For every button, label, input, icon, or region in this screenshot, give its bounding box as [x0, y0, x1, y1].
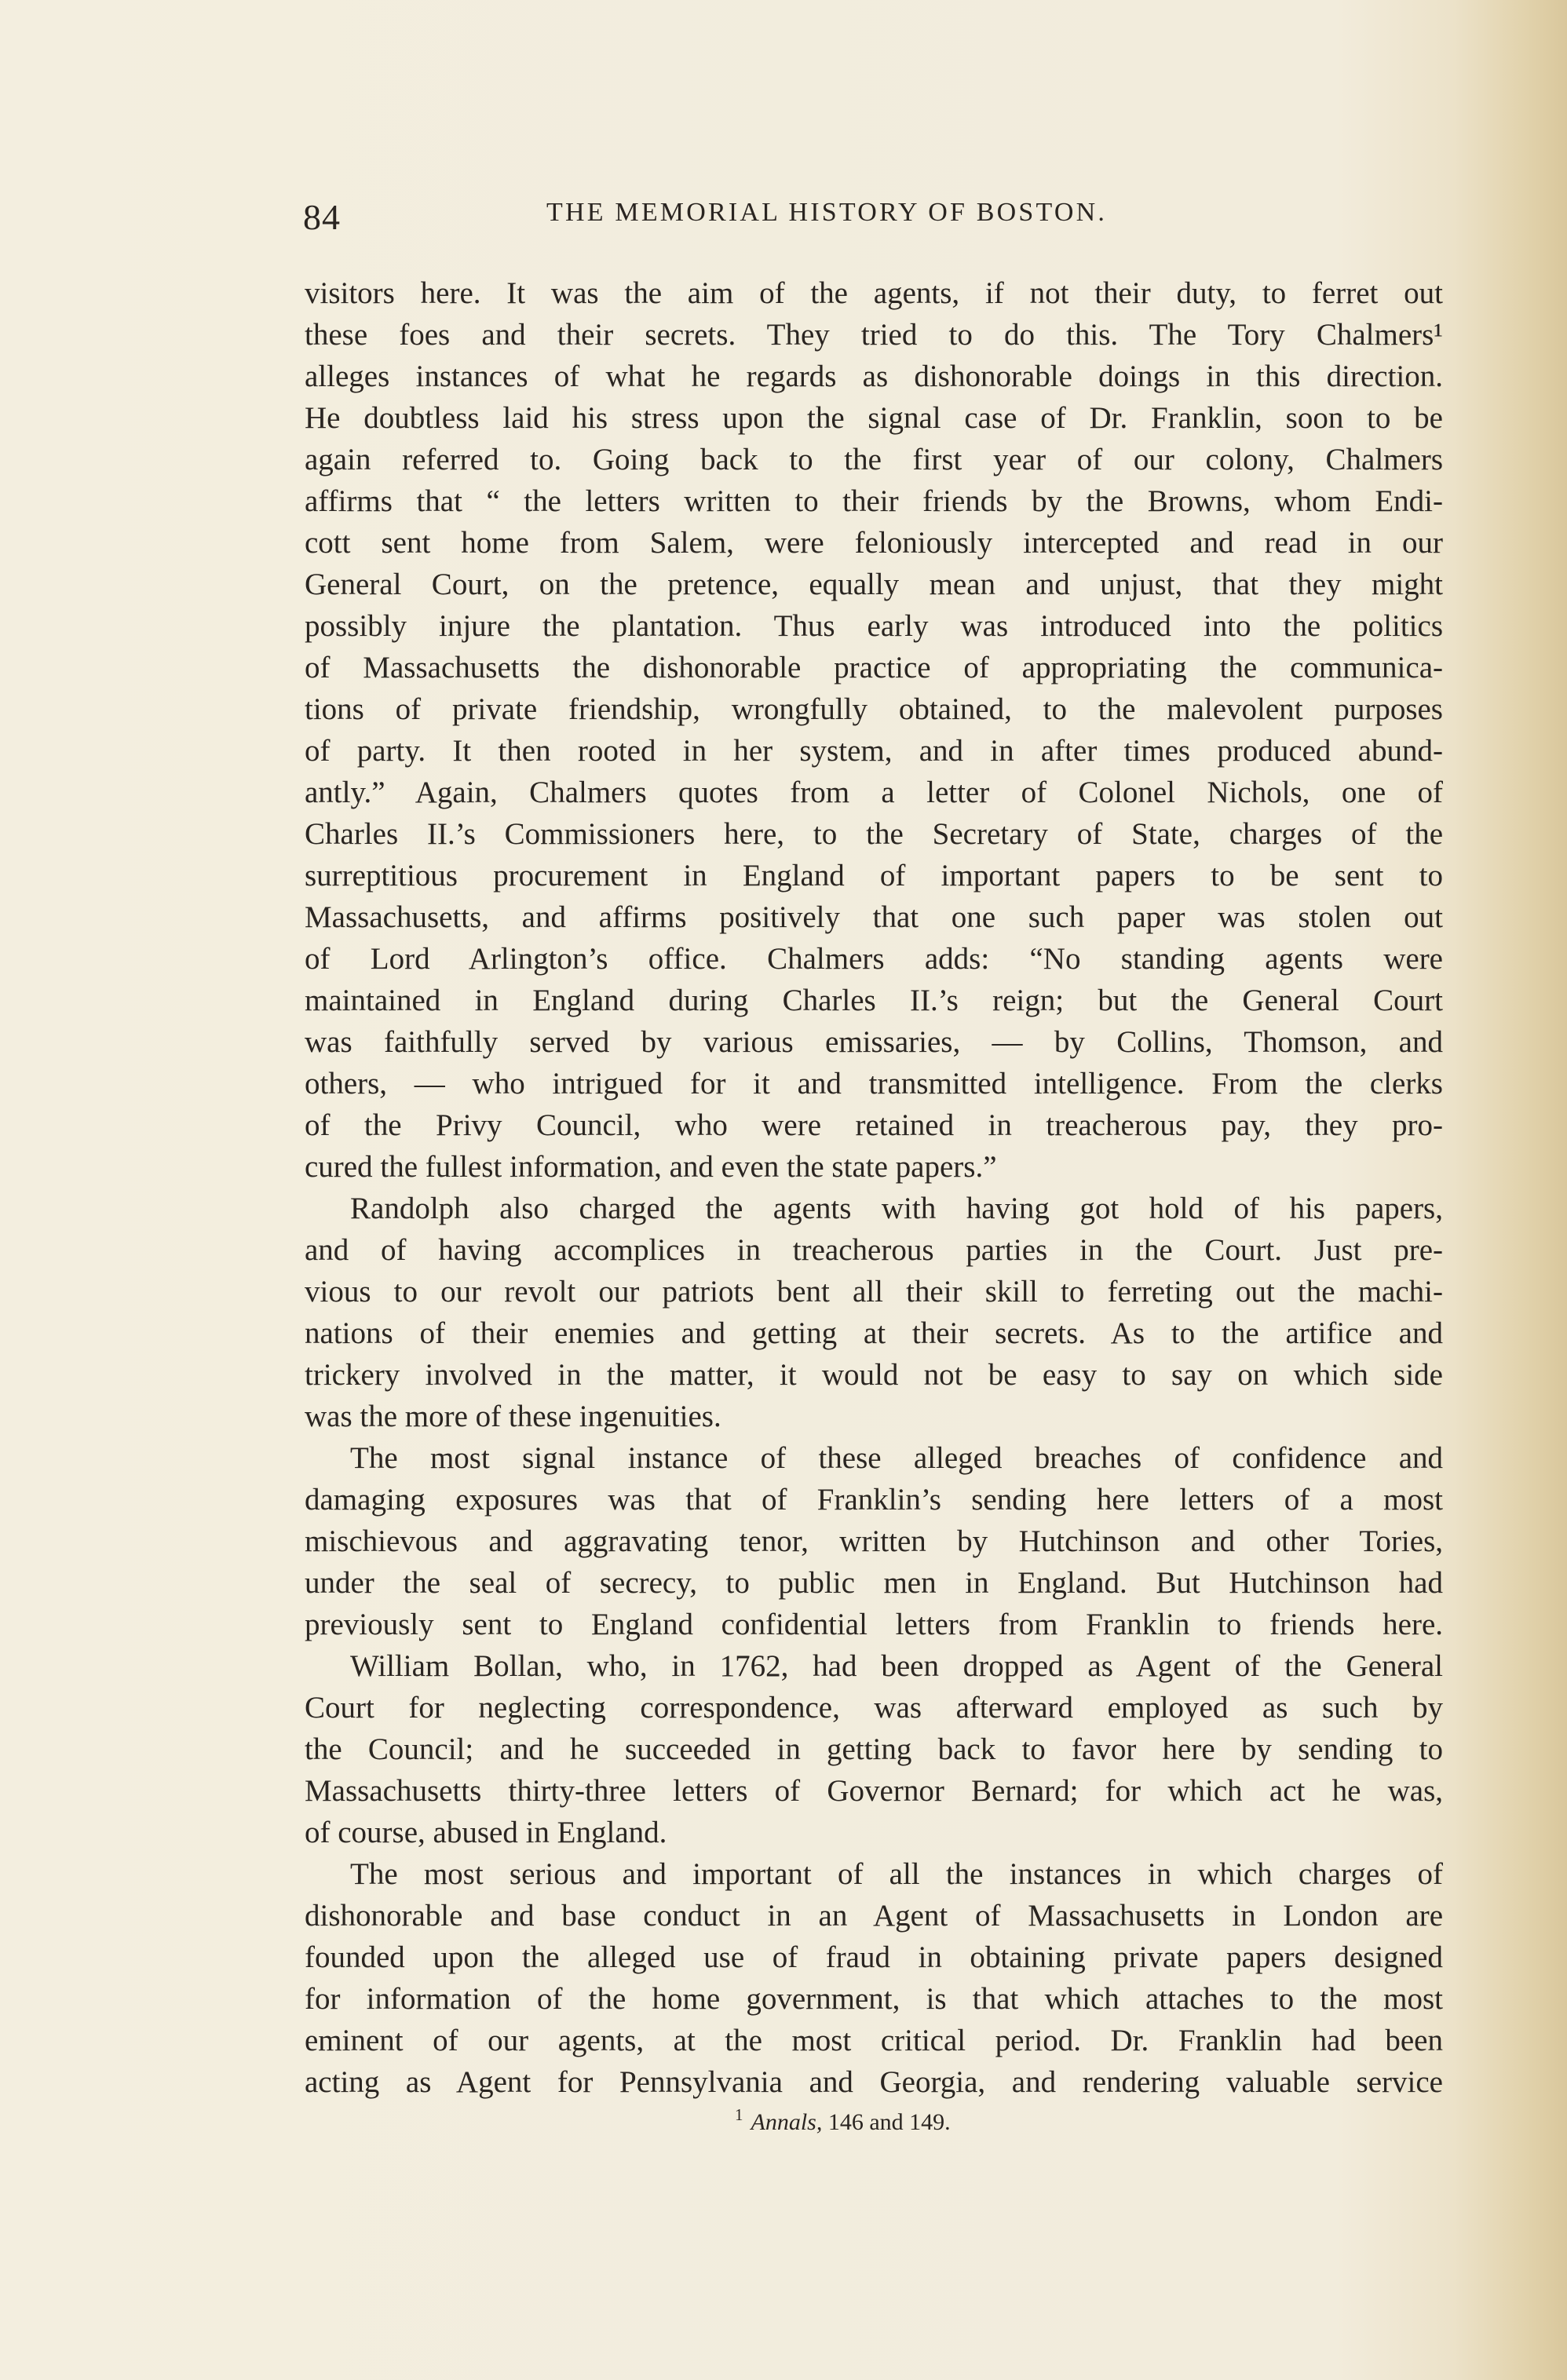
text-line: again referred to. Going back to the first year of our colony, Chalmers — [305, 443, 1443, 476]
running-head — [303, 188, 1441, 243]
text-line: was faithfully served by various emissaries, — by Collins, Thomson, and — [305, 1025, 1443, 1059]
text-line: founded upon the alleged use of fraud in obtaining private papers designed — [305, 1940, 1443, 1974]
footnote-pages: 146 and 149. — [827, 2109, 951, 2135]
text-line: affirms that “ the letters written to their friends by the Browns, whom Endi- — [305, 484, 1443, 518]
text-line: Massachusetts thirty-three letters of Governor Bernard; for which act he was, — [305, 1774, 1443, 1808]
text-line: The most serious and important of all the instances in which charges of — [350, 1857, 1443, 1891]
footnote-mark: 1 — [735, 2105, 743, 2124]
text-line: of Massachusetts the dishonorable practice of appropriating the communica- — [305, 651, 1443, 684]
text-line: previously sent to England confidential letters from Franklin to friends here. — [305, 1608, 1443, 1641]
text-line: vious to our revolt our patriots bent all their skill to ferreting out the machi- — [305, 1275, 1443, 1309]
text-line: the Council; and he succeeded in getting back to favor here by sending to — [305, 1732, 1443, 1766]
text-line: of the Privy Council, who were retained in treacherous pay, they pro- — [305, 1108, 1443, 1142]
text-line: Court for neglecting correspondence, was afterward employed as such by — [305, 1691, 1443, 1725]
text-line: and of having accomplices in treacherous parties in the Court. Just pre- — [305, 1233, 1443, 1267]
text-line: cured the fullest information, and even the state papers.” — [305, 1150, 997, 1184]
text-line: eminent of our agents, at the most critical period. Dr. Franklin had been — [305, 2024, 1443, 2057]
text-line: The most signal instance of these alleged breaches of confidence and — [350, 1441, 1443, 1475]
text-line: dishonorable and base conduct in an Agent of Massachusetts in London are — [305, 1899, 1443, 1933]
text-line: of party. It then rooted in her system, and in after times produced abund- — [305, 734, 1443, 768]
text-line: surreptitious procurement in England of important papers to be sent to — [305, 859, 1443, 892]
text-line: damaging exposures was that of Franklin’s sending here letters of a most — [305, 1483, 1443, 1517]
text-line: William Bollan, who, in 1762, had been dropped as Agent of the General — [350, 1649, 1443, 1683]
body-text — [305, 272, 1443, 2103]
text-line: He doubtless laid his stress upon the signal case of Dr. Franklin, soon to be — [305, 401, 1443, 435]
footnote — [735, 2105, 951, 2136]
text-line: possibly injure the plantation. Thus early was introduced into the politics — [305, 609, 1443, 643]
text-line: maintained in England during Charles II.’s reign; but the General Court — [305, 984, 1443, 1017]
text-line: cott sent home from Salem, were feloniously intercepted and read in our — [305, 526, 1443, 560]
text-line: tions of private friendship, wrongfully obtained, to the malevolent purposes — [305, 692, 1443, 726]
text-line: visitors here. It was the aim of the agents, if not their duty, to ferret out — [305, 276, 1443, 310]
text-line: alleges instances of what he regards as dishonorable doings in this direction. — [305, 360, 1443, 393]
running-title: THE MEMORIAL HISTORY OF BOSTON. — [546, 198, 1108, 227]
text-line: antly.” Again, Chalmers quotes from a letter of Colonel Nichols, one of — [305, 776, 1443, 809]
text-line: for information of the home government, is that which attaches to the most — [305, 1982, 1443, 2016]
text-line: of Lord Arlington’s office. Chalmers adds: “No standing agents were — [305, 942, 1443, 976]
text-line: under the seal of secrecy, to public men in England. But Hutchinson had — [305, 1566, 1443, 1600]
text-line: nations of their enemies and getting at their secrets. As to the artifice and — [305, 1316, 1443, 1350]
text-line: acting as Agent for Pennsylvania and Georgia, and rendering valuable service — [305, 2065, 1443, 2099]
footnote-source: Annals, — [751, 2109, 823, 2135]
text-line: others, — who intrigued for it and transmitted intelligence. From the clerks — [305, 1067, 1443, 1101]
text-line: General Court, on the pretence, equally mean and unjust, that they might — [305, 568, 1443, 601]
text-line: was the more of these ingenuities. — [305, 1400, 721, 1433]
page-number: 84 — [303, 197, 341, 237]
text-line: Massachusetts, and affirms positively that one such paper was stolen out — [305, 900, 1443, 934]
text-line: of course, abused in England. — [305, 1816, 667, 1849]
text-line: Charles II.’s Commissioners here, to the Secretary of State, charges of the — [305, 817, 1443, 851]
text-line: Randolph also charged the agents with having got hold of his papers, — [350, 1192, 1443, 1225]
text-line: mischievous and aggravating tenor, written by Hutchinson and other Tories, — [305, 1524, 1443, 1558]
text-line: trickery involved in the matter, it would not be easy to say on which side — [305, 1358, 1443, 1392]
text-line: these foes and their secrets. They tried to do this. The Tory Chalmers¹ — [305, 318, 1443, 352]
